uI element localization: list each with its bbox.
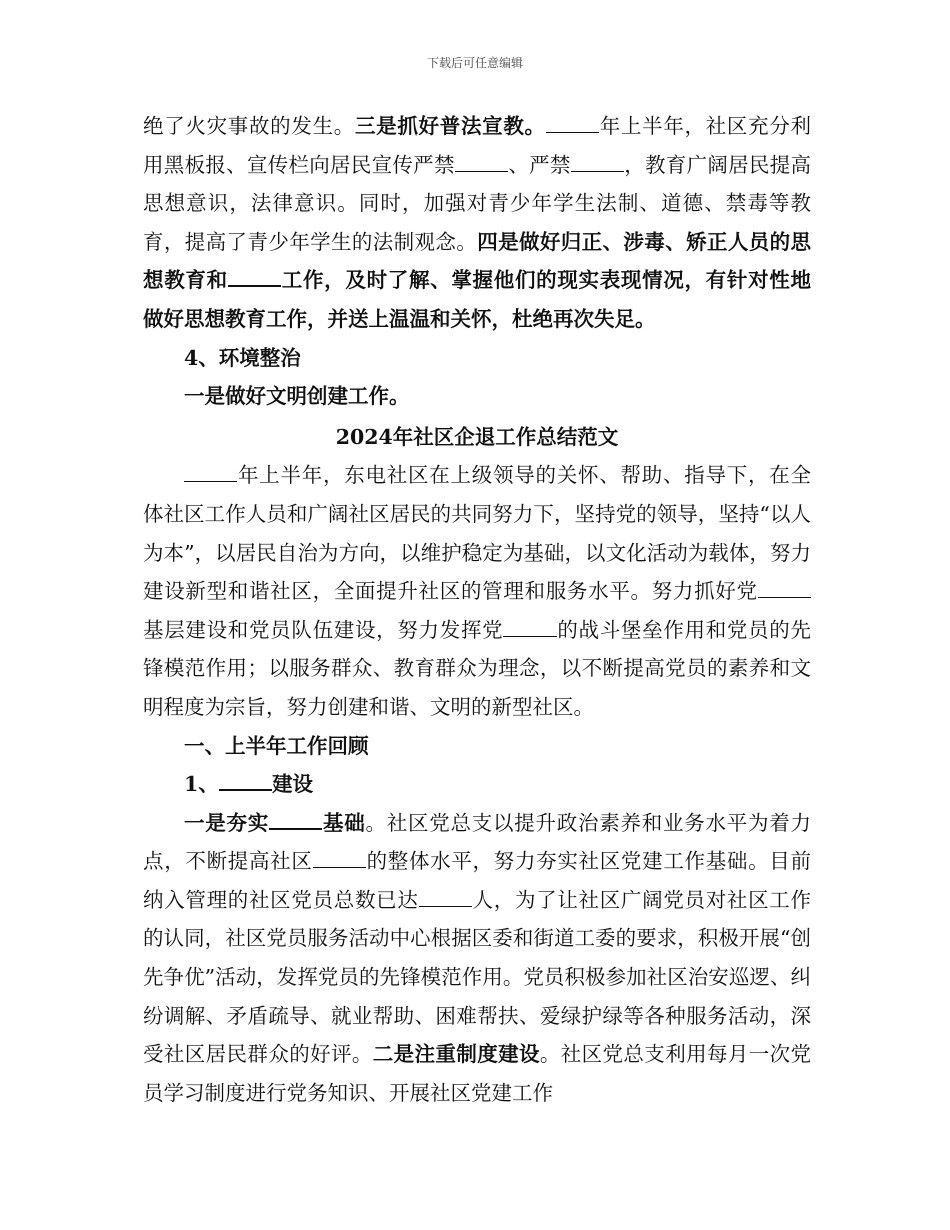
fill-blank [571, 152, 624, 171]
fill-blank [455, 152, 508, 171]
fill-blank [546, 114, 599, 133]
fill-blank [184, 463, 237, 482]
text-run: 基层建设和党员队伍建设，努力发挥党 [143, 617, 504, 642]
bold-run: 四是做好归正、涉毒、矫正人员的思想教育和 [143, 229, 812, 293]
text-run: 年上半年，社区充分利用黑板报、宣传栏向居民宣传严禁 [143, 114, 812, 177]
bold-run: 基础 [322, 810, 366, 835]
document-title: 2024年社区企退工作总结范文 [335, 424, 619, 449]
text-run: 的战斗堡垒作用和党员的先锋模范作用；以服务群众、教育群众为理念，以不断提高党员的素养和文明程度为宗旨，努力创建和谐、文明的新型社区。 [143, 617, 811, 719]
fill-blank [503, 617, 556, 636]
fill-blank [419, 887, 472, 906]
text-run: 年上半年，东电社区在上级领导的关怀、帮助、指导下，在全体社区工作人员和广阔社区居民的共同努力下，坚持党的领导，坚持“以人为本”，以居民自治为方向，以维护稳定为基础，以文化活动为载体，努力建设新型和谐社区，全面提升社区的管理和服务水平。努力抓好党 [143, 463, 811, 604]
text-run: 1、 [184, 772, 219, 797]
bold-run: 二是注重制度建设 [372, 1042, 540, 1067]
text-run: 、严禁 [508, 152, 571, 177]
bold-run: 一是夯实 [184, 810, 269, 835]
paragraph-2 [143, 456, 811, 726]
page-header: 下载后可任意编辑 [426, 56, 523, 70]
text-run: 。社区党总支以提升政治素养和业务水平为着力点，不断提高社区 [143, 810, 812, 874]
bold-run: 。 [524, 114, 546, 138]
text-run: 人，为了让社区广阔党员对社区工作的认同，社区党员服务活动中心根据区委和街道工委的要求，积极开展“创先争优”活动，发挥党员的先锋模范作用。党员积极参加社区治安巡逻、纠纷调解、矛盾疏导、就业帮助、困难帮扶、爱绿护绿等各种服务活动，深受社区居民群众的好评。 [143, 887, 812, 1067]
bold-run: 三是抓好普法宣教 [354, 114, 525, 138]
paragraph-1 [143, 107, 811, 339]
fill-blank [313, 849, 366, 868]
text-run: 建设 [272, 772, 314, 797]
text-run: 。社区党总支利用每月一次党员学习制度进行党务知识、开展社区党建工作 [143, 1042, 812, 1105]
document-body [143, 107, 811, 1112]
bold-run: 工作，及时了解、掌握他们的现实表现情况，有针对性地做好思想教育工作，并送上温温和关怀，杜绝再次失足。 [143, 268, 812, 331]
text-run: ，教育广阔居民提高思想意识，法律意识。同时，加强对青少年学生法制、道德、禁毒等教育，提高了青少年学生的法制观念。 [143, 152, 812, 254]
list-item-1: 一是做好文明创建工作。 [184, 384, 410, 409]
fill-blank [219, 771, 272, 791]
fill-blank [269, 809, 322, 829]
text-run: 绝了火灾事故的发生。 [143, 114, 355, 138]
fill-blank [758, 579, 811, 598]
fill-blank [228, 267, 281, 287]
subsection-heading-1 [143, 765, 811, 804]
section-heading-1: 一、上半年工作回顾 [184, 733, 369, 758]
paragraph-3 [143, 804, 811, 1113]
section-heading-4: 4、环境整治 [184, 345, 301, 370]
text-run: 的整体水平，努力夯实社区党建工作基础。目前纳入管理的社区党员总数已达 [143, 849, 812, 912]
